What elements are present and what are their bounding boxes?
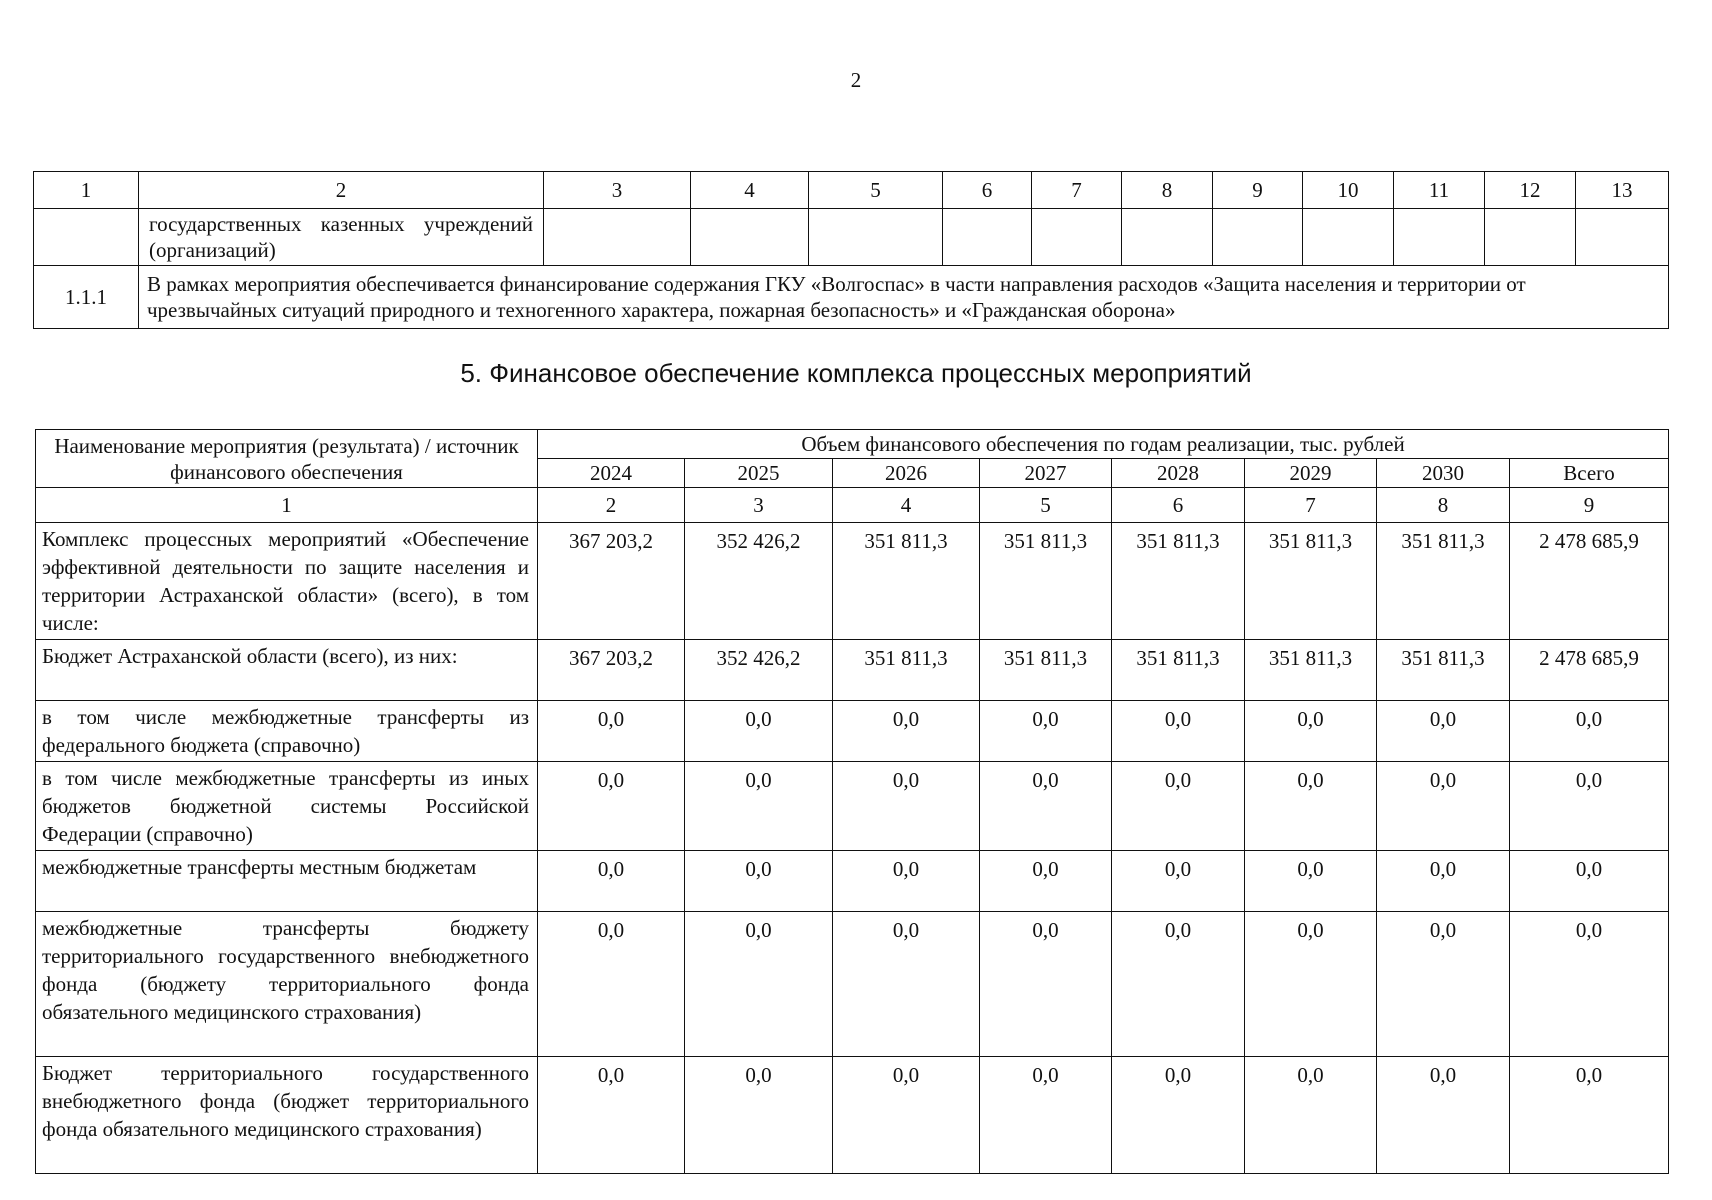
- value-cell: 0,0: [833, 1057, 980, 1174]
- column-number-row: [34, 172, 1669, 209]
- total-header: Всего: [1510, 459, 1669, 488]
- column-number: 9: [1510, 488, 1669, 523]
- year-header: 2025: [685, 459, 833, 488]
- value-cell: 0,0: [685, 701, 833, 762]
- year-header: 2030: [1377, 459, 1510, 488]
- row-name: Бюджет территориального государственного внебюджетного фонда (бюджет территориального фонда обязательного медицинского страхования): [36, 1057, 538, 1174]
- year-header: 2027: [980, 459, 1112, 488]
- value-cell: 0,0: [980, 912, 1112, 1057]
- volume-header: Объем финансового обеспечения по годам реализации, тыс. рублей: [538, 430, 1669, 459]
- year-header: 2026: [833, 459, 980, 488]
- column-number: 6: [1112, 488, 1245, 523]
- row-name: межбюджетные трансферты местным бюджетам: [36, 851, 538, 912]
- value-cell: 351 811,3: [1245, 523, 1377, 640]
- value-cell: 0,0: [1245, 912, 1377, 1057]
- activity-description: В рамках мероприятия обеспечивается финансирование содержания ГКУ «Волгоспас» в части направления расходов «Защита населения и территории от чрезвычайных ситуаций природного и техногенного характера, пожарная безопасность» и «Гражданская оборона»: [139, 266, 1669, 329]
- value-cell: 0,0: [1377, 1057, 1510, 1174]
- table-cell: [34, 209, 139, 266]
- table-cell: [1576, 209, 1669, 266]
- column-number: 5: [980, 488, 1112, 523]
- value-cell: 0,0: [1377, 912, 1510, 1057]
- column-number: 10: [1303, 172, 1394, 209]
- column-number: 7: [1245, 488, 1377, 523]
- financing-table: [35, 429, 1669, 1174]
- value-cell: 351 811,3: [1377, 523, 1510, 640]
- table-row: [36, 762, 1669, 851]
- value-cell: 0,0: [833, 912, 980, 1057]
- table-row: [34, 266, 1669, 329]
- table-cell: [1122, 209, 1213, 266]
- value-cell: 351 811,3: [980, 640, 1112, 701]
- year-header: 2029: [1245, 459, 1377, 488]
- value-cell: 0,0: [538, 701, 685, 762]
- value-cell: 0,0: [833, 701, 980, 762]
- table-cell: [1394, 209, 1485, 266]
- row-name: межбюджетные трансферты бюджету территориального государственного внебюджетного фонда (бюджету территориального фонда обязательного медицинского страхования): [36, 912, 538, 1057]
- value-cell: 0,0: [833, 762, 980, 851]
- value-cell: 352 426,2: [685, 640, 833, 701]
- continuation-text: государственных казенных учреждений (организаций): [139, 209, 544, 266]
- table-cell: [1485, 209, 1576, 266]
- table-row: [34, 209, 1669, 266]
- activities-table-continuation: [33, 171, 1669, 329]
- value-cell: 0,0: [980, 762, 1112, 851]
- table-row: [36, 1057, 1669, 1174]
- year-header: 2024: [538, 459, 685, 488]
- column-number: 2: [139, 172, 544, 209]
- value-cell: 367 203,2: [538, 523, 685, 640]
- value-cell: 0,0: [538, 762, 685, 851]
- activity-number: 1.1.1: [34, 266, 139, 329]
- table-row: [36, 912, 1669, 1057]
- table-cell: [1213, 209, 1303, 266]
- table-cell: [1303, 209, 1394, 266]
- column-number: 1: [34, 172, 139, 209]
- column-number: 12: [1485, 172, 1576, 209]
- total-cell: 2 478 685,9: [1510, 523, 1669, 640]
- value-cell: 351 811,3: [1245, 640, 1377, 701]
- row-name: Комплекс процессных мероприятий «Обеспечение эффективной деятельности по защите населения и территории Астраханской области» (всего), в том числе:: [36, 523, 538, 640]
- total-cell: 0,0: [1510, 1057, 1669, 1174]
- value-cell: 351 811,3: [833, 640, 980, 701]
- value-cell: 0,0: [538, 851, 685, 912]
- total-cell: 2 478 685,9: [1510, 640, 1669, 701]
- value-cell: 0,0: [1377, 851, 1510, 912]
- value-cell: 0,0: [833, 851, 980, 912]
- year-header: 2028: [1112, 459, 1245, 488]
- total-cell: 0,0: [1510, 762, 1669, 851]
- value-cell: 0,0: [980, 1057, 1112, 1174]
- value-cell: 352 426,2: [685, 523, 833, 640]
- value-cell: 0,0: [1377, 762, 1510, 851]
- value-cell: 0,0: [685, 1057, 833, 1174]
- table-row: [36, 523, 1669, 640]
- table-row: [36, 851, 1669, 912]
- table-cell: [943, 209, 1032, 266]
- total-cell: 0,0: [1510, 701, 1669, 762]
- value-cell: 0,0: [1377, 701, 1510, 762]
- page-number: 2: [850, 68, 862, 92]
- table-row: [36, 701, 1669, 762]
- header-row: [36, 430, 1669, 459]
- column-number: 2: [538, 488, 685, 523]
- table-cell: [1032, 209, 1122, 266]
- column-number: 5: [809, 172, 943, 209]
- column-number: 3: [544, 172, 691, 209]
- table-row: [36, 640, 1669, 701]
- column-number: 4: [833, 488, 980, 523]
- value-cell: 351 811,3: [1112, 640, 1245, 701]
- section-title: 5. Финансовое обеспечение комплекса процессных мероприятий: [460, 358, 1252, 388]
- value-cell: 0,0: [1245, 701, 1377, 762]
- column-number: 9: [1213, 172, 1303, 209]
- value-cell: 0,0: [980, 851, 1112, 912]
- column-number: 8: [1377, 488, 1510, 523]
- value-cell: 351 811,3: [1112, 523, 1245, 640]
- total-cell: 0,0: [1510, 851, 1669, 912]
- value-cell: 367 203,2: [538, 640, 685, 701]
- table-cell: [691, 209, 809, 266]
- value-cell: 351 811,3: [833, 523, 980, 640]
- value-cell: 0,0: [685, 912, 833, 1057]
- column-number: 4: [691, 172, 809, 209]
- value-cell: 0,0: [1245, 851, 1377, 912]
- value-cell: 351 811,3: [980, 523, 1112, 640]
- column-number-row: [36, 488, 1669, 523]
- value-cell: 0,0: [1112, 762, 1245, 851]
- value-cell: 0,0: [538, 1057, 685, 1174]
- value-cell: 0,0: [538, 912, 685, 1057]
- table-cell: [544, 209, 691, 266]
- total-cell: 0,0: [1510, 912, 1669, 1057]
- column-number: 13: [1576, 172, 1669, 209]
- value-cell: 0,0: [1245, 1057, 1377, 1174]
- value-cell: 0,0: [1112, 851, 1245, 912]
- value-cell: 0,0: [685, 851, 833, 912]
- table-cell: [809, 209, 943, 266]
- row-name: в том числе межбюджетные трансферты из федерального бюджета (справочно): [36, 701, 538, 762]
- value-cell: 0,0: [1245, 762, 1377, 851]
- value-cell: 0,0: [1112, 701, 1245, 762]
- row-name: в том числе межбюджетные трансферты из иных бюджетов бюджетной системы Российской Федерации (справочно): [36, 762, 538, 851]
- name-column-header: Наименование мероприятия (результата) / источник финансового обеспечения: [36, 430, 538, 488]
- value-cell: 351 811,3: [1377, 640, 1510, 701]
- column-number: 3: [685, 488, 833, 523]
- value-cell: 0,0: [980, 701, 1112, 762]
- column-number: 7: [1032, 172, 1122, 209]
- value-cell: 0,0: [1112, 1057, 1245, 1174]
- column-number: 8: [1122, 172, 1213, 209]
- column-number: 6: [943, 172, 1032, 209]
- column-number: 1: [36, 488, 538, 523]
- value-cell: 0,0: [1112, 912, 1245, 1057]
- value-cell: 0,0: [685, 762, 833, 851]
- row-name: Бюджет Астраханской области (всего), из них:: [36, 640, 538, 701]
- column-number: 11: [1394, 172, 1485, 209]
